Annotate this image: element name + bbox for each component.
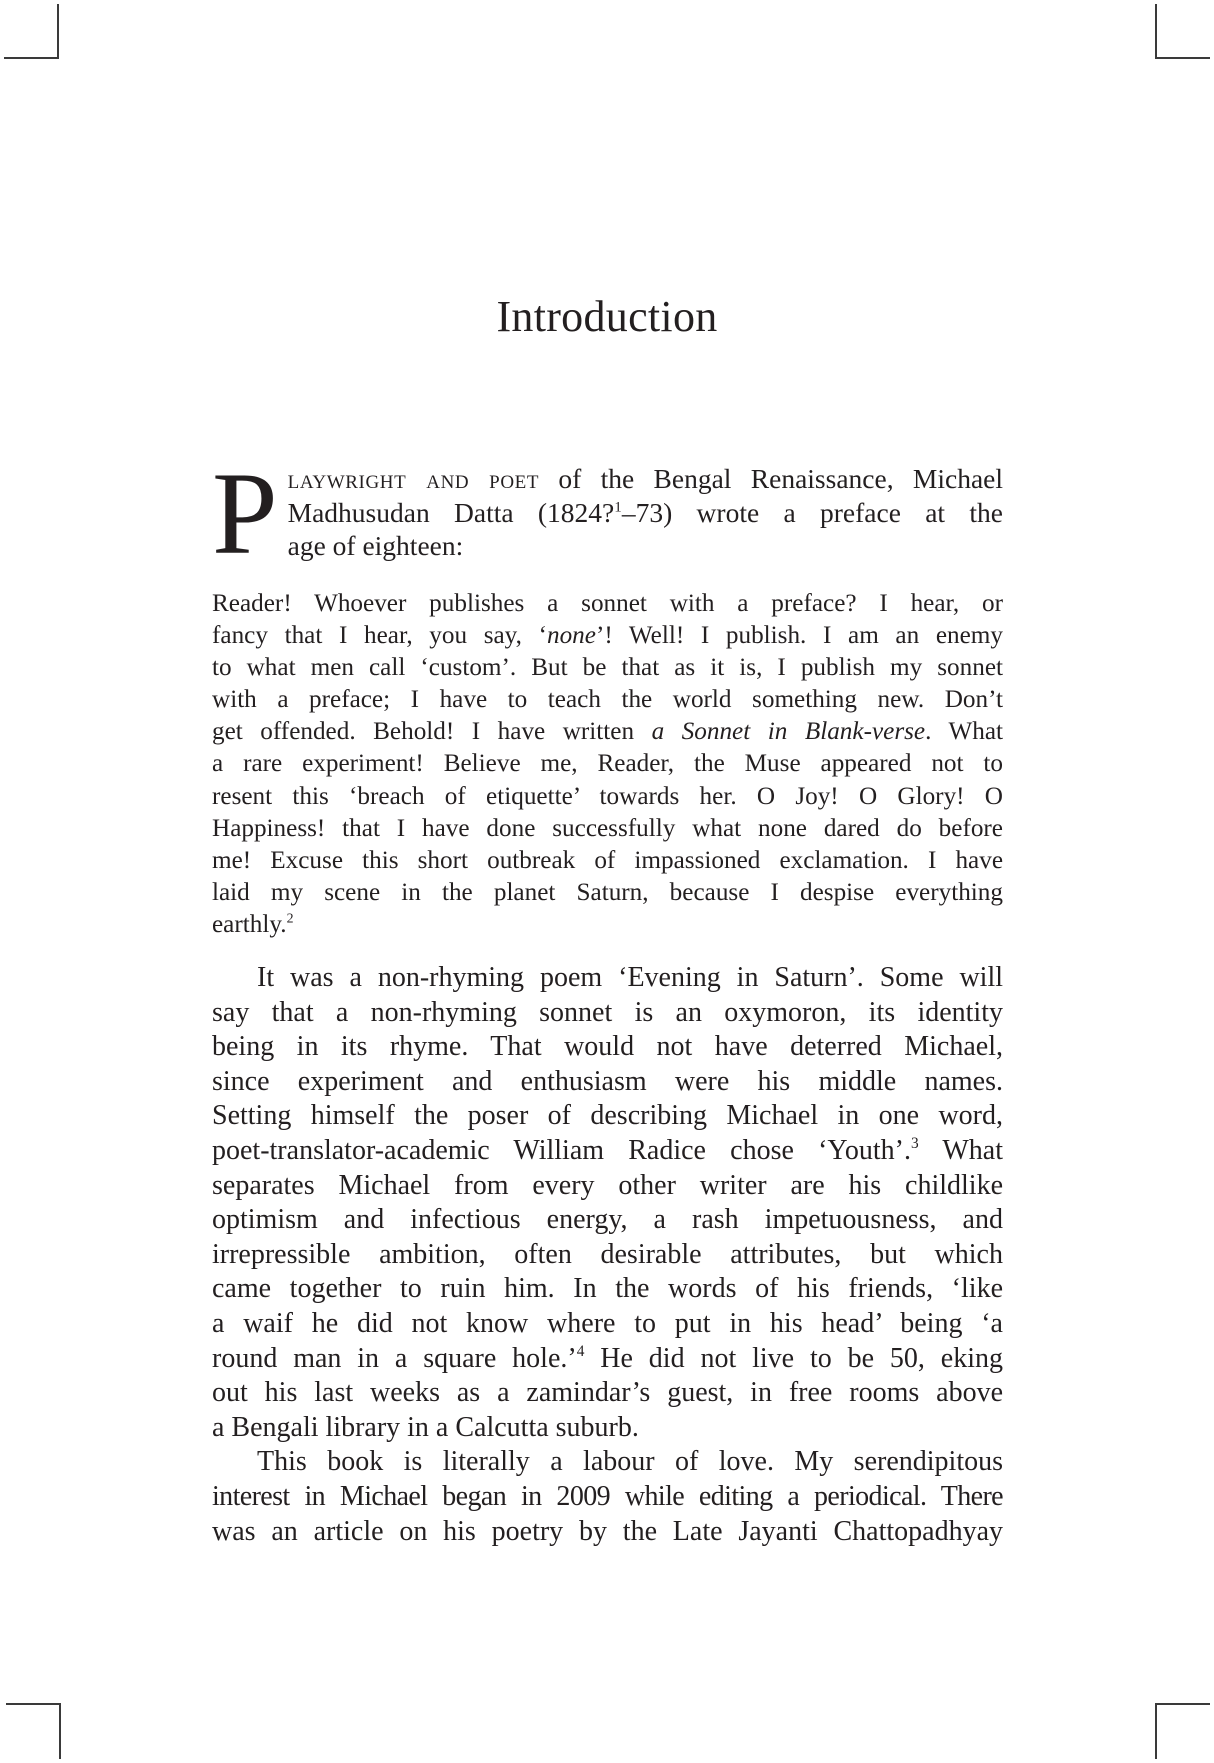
opening-line-1: laywright and poet of the Bengal Renaissance, Michael xyxy=(287,463,1004,494)
opening-line-3: age of eighteen: xyxy=(287,530,464,561)
crop-mark-bottom-left-vertical xyxy=(59,1703,61,1759)
drop-cap: P xyxy=(212,448,278,579)
body-text xyxy=(212,961,1003,1549)
crop-mark-bottom-right-horizontal xyxy=(1155,1703,1210,1705)
crop-mark-top-right-horizontal xyxy=(1155,57,1210,59)
crop-mark-bottom-left-horizontal xyxy=(6,1703,61,1705)
italic-sonnet-title: a Sonnet in Blank-verse xyxy=(651,718,926,746)
footnote-ref-1[interactable]: 1 xyxy=(614,498,622,515)
crop-mark-top-left-horizontal xyxy=(4,57,59,59)
paragraph-1: It was a non-rhyming poem ‘Evening in Saturn’. Some will say that a non-rhyming sonnet is an oxymoron, its identity being in its rhyme. That would not have deterred Michael, since experiment and enthusiasm were his middle names. Setting himself the poser of describing Michael in one word, poet-translator-academic William Radice chose ‘Youth’.$^3$ What separates Michael from every other writer are his childlike optimism and infectious energy, a rash impetuousness, and irrepressible ambition, often desirable attributes, but which came together to ruin him. In the words of his friends, ‘like a waif he did not know where to put in his head’ being ‘a round man in a square hole.’$^4$ He did not live to be 50, eking out his last weeks as a zamindar’s guest, in free rooms above a Bengali library in a Calcutta suburb. xyxy=(212,962,1003,1443)
block-quote: Reader! Whoever publishes a sonnet with a preface? I hear, or fancy that I hear, you say, ‘none’! Well! I publish. I am an enemy to what men call ‘custom’. But be that as it is, I publish my sonnet with a preface; I have to teach the world something new. Don’t get offended. Behold! I have written a Sonnet in Blank-verse. What a rare experiment! Believe me, Reader, the Muse appeared not to resent this ‘breach of etiquette’ towards her. O Joy! O Glory! O Happiness! that I have done successfully what none dared do before me! Excuse this short outbreak of impassioned exclamation. I have laid my scene in the planet Saturn, because I despise everything earthly.$^2$ xyxy=(212,590,1003,938)
footnote-ref-2[interactable]: 2 xyxy=(286,910,294,926)
footnote-ref-3[interactable]: 3 xyxy=(910,1135,919,1153)
footnote-ref-4[interactable]: 4 xyxy=(576,1342,585,1360)
paragraph-2: This book is literally a labour of love. My serendipitous interest in Michael began in 2009 while editing a periodical. There was an article on his poetry by the Late Jayanti Chattopadhyay xyxy=(212,1446,1003,1547)
small-caps-lead: laywright and poet xyxy=(287,463,540,494)
crop-mark-bottom-right-vertical xyxy=(1155,1703,1157,1759)
opening-line-2: Madhusudan Datta (1824?$^1$–73) wrote a preface at the xyxy=(287,496,1003,528)
crop-mark-top-left-vertical xyxy=(57,4,59,59)
italic-none: none xyxy=(546,622,596,650)
opening-paragraph xyxy=(212,448,1004,579)
crop-mark-top-right-vertical xyxy=(1155,4,1157,59)
page-title: Introduction xyxy=(496,292,718,341)
